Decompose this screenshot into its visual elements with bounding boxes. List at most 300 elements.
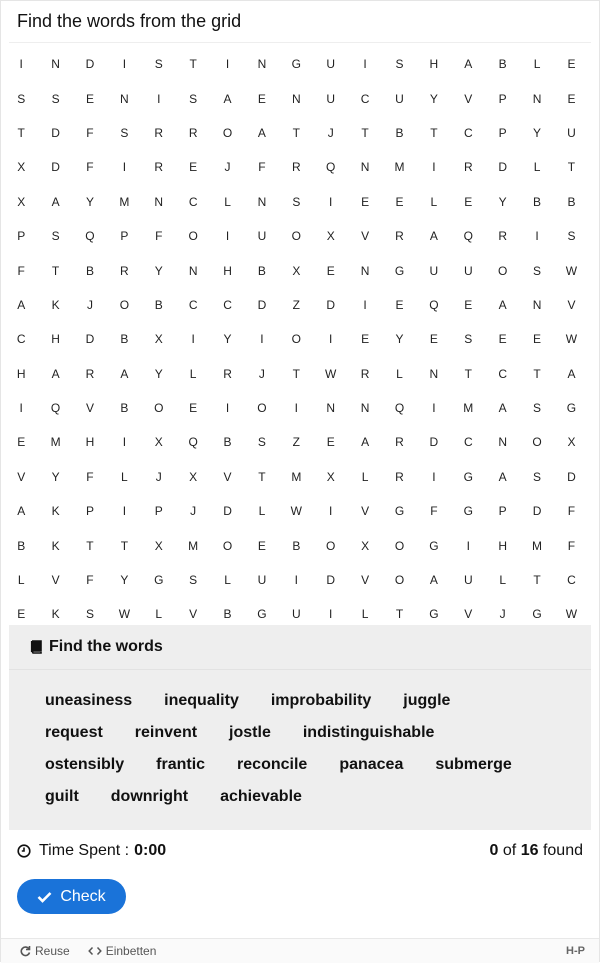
grid-cell[interactable]: E [326,263,335,278]
grid-cell[interactable]: S [17,91,26,106]
grid-cell[interactable]: O [394,538,405,553]
grid-cell[interactable]: L [533,160,541,175]
grid-cell[interactable]: S [567,229,576,244]
grid-cell[interactable]: H [51,332,60,347]
grid-cell[interactable]: N [326,401,336,416]
grid-cell[interactable]: V [464,607,473,622]
grid-cell[interactable]: A [498,401,507,416]
grid-cell[interactable]: O [497,263,508,278]
grid-cell[interactable]: Z [292,435,300,450]
grid-cell[interactable]: B [120,401,129,416]
grid-cell[interactable]: G [394,504,405,519]
grid-cell[interactable]: M [532,538,543,553]
grid-cell[interactable]: T [86,538,94,553]
grid-cell[interactable]: I [294,401,298,416]
grid-cell[interactable]: S [257,435,266,450]
grid-cell[interactable]: E [395,297,404,312]
grid-cell[interactable]: D [223,504,232,519]
grid-cell[interactable]: Y [395,332,404,347]
grid-cell[interactable]: M [119,194,130,209]
grid-cell[interactable]: R [498,229,507,244]
grid-cell[interactable]: S [189,91,198,106]
grid-cell[interactable]: O [222,125,233,140]
grid-cell[interactable]: G [463,469,473,484]
grid-cell[interactable]: X [17,194,26,209]
grid-cell[interactable]: B [257,263,266,278]
word-item: uneasiness [45,692,133,709]
grid-cell[interactable]: T [533,366,541,381]
grid-cell[interactable]: L [361,607,369,622]
grid-cell[interactable]: X [154,332,163,347]
grid-cell[interactable]: R [154,125,164,140]
grid-cell[interactable]: H [16,366,26,381]
grid-cell[interactable]: G [532,607,542,622]
grid-cell[interactable]: V [361,573,370,588]
grid-cell[interactable]: T [292,366,300,381]
grid-cell[interactable]: Q [326,160,336,175]
grid-cell[interactable]: Y [429,91,438,106]
grid-cell[interactable]: S [189,573,198,588]
grid-cell[interactable]: I [535,229,539,244]
grid-cell[interactable]: X [189,469,198,484]
grid-cell[interactable]: S [51,229,60,244]
grid-cell[interactable]: N [291,91,301,106]
grid-cell[interactable]: C [463,435,473,450]
grid-cell[interactable]: O [326,538,336,553]
grid-cell[interactable]: D [567,469,576,484]
grid-cell[interactable]: E [429,332,438,347]
grid-cell[interactable]: U [326,91,336,106]
grid-cell[interactable]: C [16,332,26,347]
grid-cell[interactable]: E [533,332,542,347]
grid-cell[interactable]: E [189,160,198,175]
grid-cell[interactable]: W [118,607,131,622]
grid-cell[interactable]: R [154,160,164,175]
grid-cell[interactable]: R [463,160,473,175]
book-icon [29,640,43,654]
grid-cell[interactable]: W [325,366,337,381]
grid-cell[interactable]: A [257,125,266,140]
grid-cell[interactable]: E [395,194,404,209]
grid-cell[interactable]: S [533,263,542,278]
grid-cell[interactable]: D [85,57,95,72]
grid-cell[interactable]: F [86,125,94,140]
grid-cell[interactable]: H [85,435,95,450]
grid-cell[interactable]: T [533,573,541,588]
grid-cell[interactable]: I [19,57,23,72]
grid-cell[interactable]: G [394,263,405,278]
grid-cell[interactable]: R [120,263,129,278]
grid-cell[interactable]: J [327,125,334,140]
grid-cell[interactable]: F [155,229,163,244]
grid-cell[interactable]: O [188,229,198,244]
grid-cell[interactable]: V [361,504,370,519]
grid-cell[interactable]: N [257,194,267,209]
grid-cell[interactable]: S [292,194,301,209]
grid-cell[interactable]: A [120,366,129,381]
reuse-link[interactable] [19,944,70,958]
grid-cell[interactable]: P [120,229,129,244]
grid-cell[interactable]: J [190,504,197,519]
grid-cell[interactable]: X [326,229,335,244]
grid-cell[interactable]: O [154,401,164,416]
grid-cell[interactable]: V [85,401,94,416]
grid-cell[interactable]: I [191,332,195,347]
grid-cell[interactable]: U [395,91,404,106]
grid-cell[interactable]: O [532,435,542,450]
grid-cell[interactable]: O [394,573,405,588]
grid-cell[interactable]: Y [51,469,60,484]
grid-cell[interactable]: V [189,607,198,622]
grid-cell[interactable]: E [361,332,370,347]
grid-cell[interactable]: N [360,160,370,175]
letter-grid[interactable] [4,47,590,632]
grid-cell[interactable]: T [567,160,576,175]
grid-cell[interactable]: G [291,57,301,72]
grid-cell[interactable]: P [498,125,507,140]
grid-cell[interactable]: B [498,57,507,72]
grid-cell[interactable]: K [51,297,60,312]
grid-cell[interactable]: G [566,401,577,416]
grid-cell[interactable]: E [17,607,26,622]
grid-cell[interactable]: R [85,366,95,381]
grid-cell[interactable]: X [154,538,163,553]
grid-cell[interactable]: M [291,469,302,484]
grid-cell[interactable]: N [120,91,129,106]
grid-cell[interactable]: A [429,229,438,244]
grid-cell[interactable]: A [223,91,232,106]
grid-cell[interactable]: T [51,263,60,278]
grid-cell[interactable]: I [432,401,436,416]
grid-cell[interactable]: D [257,297,267,312]
grid-cell[interactable]: F [567,538,576,553]
grid-cell[interactable]: H [498,538,507,553]
grid-cell[interactable]: N [188,263,198,278]
word-item: achievable [220,788,302,805]
grid-cell[interactable]: B [154,297,163,312]
grid-cell[interactable]: Y [120,573,129,588]
grid-cell[interactable]: I [329,194,333,209]
grid-cell[interactable]: L [430,194,438,209]
grid-cell[interactable]: E [17,435,26,450]
grid-cell[interactable]: X [292,263,301,278]
grid-cell[interactable]: J [86,297,93,312]
grid-cell[interactable]: T [258,469,266,484]
grid-cell[interactable]: I [329,504,333,519]
grid-cell[interactable]: N [360,401,370,416]
grid-cell[interactable]: C [360,91,370,106]
grid-cell[interactable]: S [533,401,542,416]
grid-cell[interactable]: E [85,91,94,106]
grid-cell[interactable]: I [19,401,23,416]
grid-cell[interactable]: W [565,607,578,622]
grid-cell[interactable]: J [499,607,506,622]
grid-cell[interactable]: N [51,57,60,72]
grid-cell[interactable]: N [429,366,439,381]
grid-cell[interactable]: S [464,332,473,347]
grid-cell[interactable]: L [121,469,128,484]
grid-cell[interactable]: A [498,469,507,484]
grid-cell[interactable]: Q [50,401,61,416]
check-button[interactable] [17,879,126,914]
grid-cell[interactable]: P [154,504,163,519]
grid-cell[interactable]: D [326,297,336,312]
grid-cell[interactable]: I [260,332,264,347]
grid-cell[interactable]: L [396,366,403,381]
grid-cell[interactable]: O [257,401,267,416]
grid-cell[interactable]: Q [188,435,198,450]
grid-cell[interactable]: Y [154,263,163,278]
grid-cell[interactable]: E [257,91,266,106]
grid-cell[interactable]: A [464,57,473,72]
grid-cell[interactable]: I [363,57,367,72]
grid-cell[interactable]: W [565,332,578,347]
grid-cell[interactable]: I [225,57,230,72]
grid-cell[interactable]: N [532,91,542,106]
grid-cell[interactable]: I [122,57,127,72]
grid-cell[interactable]: O [291,332,301,347]
grid-cell[interactable]: V [361,229,370,244]
grid-cell[interactable]: E [464,194,473,209]
grid-cell[interactable]: R [188,125,198,140]
grid-cell[interactable]: F [430,504,438,519]
grid-cell[interactable]: B [533,194,542,209]
grid-cell[interactable]: S [533,469,542,484]
embed-link[interactable] [88,944,157,958]
grid-cell[interactable]: V [464,91,473,106]
grid-cell[interactable]: J [224,160,231,175]
grid-cell[interactable]: D [51,125,60,140]
grid-cell[interactable]: Q [85,229,95,244]
grid-cell[interactable]: I [432,160,436,175]
grid-cell[interactable]: K [51,504,60,519]
grid-cell[interactable]: B [85,263,94,278]
grid-cell[interactable]: R [395,469,404,484]
grid-cell[interactable]: R [291,160,301,175]
grid-cell[interactable]: R [360,366,370,381]
grid-cell[interactable]: R [223,366,232,381]
grid-cell[interactable]: X [154,435,163,450]
grid-cell[interactable]: E [464,297,473,312]
grid-cell[interactable]: M [188,538,199,553]
grid-cell[interactable]: I [329,607,333,622]
grid-cell[interactable]: X [17,160,26,175]
grid-cell[interactable]: D [51,160,60,175]
grid-cell[interactable]: M [463,401,474,416]
grid-cell[interactable]: S [395,57,404,72]
grid-cell[interactable]: W [290,504,302,519]
grid-cell[interactable]: K [51,607,60,622]
grid-cell[interactable]: N [257,57,267,72]
grid-cell[interactable]: N [532,297,542,312]
grid-cell[interactable]: Y [85,194,94,209]
grid-cell[interactable]: Q [463,229,473,244]
grid-cell[interactable]: T [17,125,25,140]
grid-cell[interactable]: N [360,263,370,278]
grid-cell[interactable]: P [498,91,507,106]
grid-cell[interactable]: I [294,573,298,588]
grid-cell[interactable]: L [189,366,197,381]
grid-cell[interactable]: X [361,538,370,553]
grid-cell[interactable]: C [188,194,198,209]
grid-cell[interactable]: T [361,125,369,140]
grid-cell[interactable]: V [17,469,26,484]
grid-cell[interactable]: F [86,160,94,175]
grid-cell[interactable]: Q [394,401,405,416]
grid-cell[interactable]: P [17,229,26,244]
grid-cell[interactable]: X [326,469,335,484]
grid-cell[interactable]: C [498,366,507,381]
grid-cell[interactable]: Y [533,125,542,140]
grid-cell[interactable]: S [51,91,60,106]
grid-cell[interactable]: Y [223,332,232,347]
grid-cell[interactable]: U [463,573,473,588]
grid-cell[interactable]: A [361,435,370,450]
grid-cell[interactable]: L [533,57,541,72]
grid-cell[interactable]: M [50,435,61,450]
grid-cell[interactable]: S [85,607,94,622]
grid-cell[interactable]: A [17,504,26,519]
grid-cell[interactable]: O [291,229,301,244]
grid-cell[interactable]: W [565,263,578,278]
grid-cell[interactable]: G [429,607,439,622]
found-total: 16 [520,842,539,859]
grid-cell[interactable]: V [51,573,60,588]
grid-cell[interactable]: F [86,573,94,588]
grid-cell[interactable]: D [498,160,507,175]
grid-cell[interactable]: Y [154,366,163,381]
grid-cell[interactable]: H [429,57,439,72]
grid-cell[interactable]: I [363,297,367,312]
grid-cell[interactable]: G [463,504,473,519]
grid-cell[interactable]: J [155,469,162,484]
grid-cell[interactable]: D [532,504,542,519]
grid-cell[interactable]: B [223,435,232,450]
grid-cell[interactable]: E [326,435,335,450]
words-panel [9,625,591,830]
grid-cell[interactable]: T [430,125,438,140]
grid-cell[interactable]: M [394,160,405,175]
grid-cell[interactable]: R [395,229,404,244]
grid-cell[interactable]: L [17,573,25,588]
grid-cell[interactable]: E [189,401,198,416]
grid-cell[interactable]: G [257,607,267,622]
grid-cell[interactable]: I [225,229,230,244]
grid-cell[interactable]: V [567,297,576,312]
grid-cell[interactable]: Q [429,297,439,312]
grid-cell[interactable]: E [498,332,507,347]
grid-cell[interactable]: I [432,469,436,484]
grid-cell[interactable]: D [326,573,336,588]
grid-cell[interactable]: N [498,435,507,450]
grid-cell[interactable]: J [258,366,265,381]
grid-cell[interactable]: O [222,538,233,553]
title-divider [9,42,591,43]
grid-cell[interactable]: C [188,297,198,312]
grid-cell[interactable]: P [498,504,507,519]
grid-cell[interactable]: U [567,125,576,140]
grid-cell[interactable]: C [223,297,232,312]
grid-cell[interactable]: A [498,297,507,312]
grid-cell[interactable]: B [567,194,576,209]
grid-cell[interactable]: L [499,573,506,588]
grid-cell[interactable]: A [429,573,438,588]
grid-cell[interactable]: I [329,332,333,347]
grid-cell[interactable]: I [466,538,470,553]
grid-cell[interactable]: K [51,538,60,553]
grid-cell[interactable]: U [429,263,439,278]
grid-cell[interactable]: B [395,125,404,140]
grid-cell[interactable]: T [292,125,300,140]
grid-cell[interactable]: U [291,607,301,622]
grid-cell[interactable]: T [464,366,472,381]
grid-cell[interactable]: T [395,607,404,622]
grid-cell[interactable]: X [567,435,576,450]
grid-cell[interactable]: F [258,160,266,175]
grid-cell[interactable]: G [154,573,164,588]
embed-label: Einbetten [105,944,157,958]
grid-cell[interactable]: E [567,91,576,106]
grid-cell[interactable]: A [51,366,60,381]
grid-cell[interactable]: L [361,469,369,484]
grid-cell[interactable]: I [225,401,230,416]
grid-cell[interactable]: R [395,435,404,450]
grid-cell[interactable]: A [51,194,60,209]
grid-cell[interactable]: U [257,573,267,588]
grid-cell[interactable]: C [567,573,576,588]
grid-cell[interactable]: V [223,469,232,484]
grid-cell[interactable]: Z [292,297,300,312]
grid-cell[interactable]: P [85,504,94,519]
grid-cell[interactable]: Y [498,194,507,209]
grid-cell[interactable]: L [258,504,266,519]
grid-cell[interactable]: I [122,435,127,450]
grid-cell[interactable]: H [223,263,232,278]
grid-cell[interactable]: U [257,229,267,244]
grid-cell[interactable]: D [429,435,439,450]
grid-cell[interactable]: A [567,366,576,381]
grid-cell[interactable]: G [429,538,439,553]
grid-cell[interactable]: T [120,538,129,553]
grid-cell[interactable]: F [567,504,576,519]
grid-cell[interactable]: L [155,607,163,622]
grid-cell[interactable]: F [86,469,94,484]
grid-cell[interactable]: I [157,91,161,106]
grid-cell[interactable]: E [361,194,370,209]
grid-cell[interactable]: S [120,125,129,140]
grid-cell[interactable]: L [224,194,231,209]
grid-cell[interactable]: L [224,573,231,588]
grid-cell[interactable]: E [567,57,576,72]
grid-cell[interactable]: E [257,538,266,553]
grid-cell[interactable]: B [120,332,129,347]
grid-cell[interactable]: S [154,57,163,72]
grid-cell[interactable]: F [17,263,25,278]
grid-cell[interactable]: T [189,57,197,72]
grid-cell[interactable]: C [463,125,473,140]
grid-cell[interactable]: N [154,194,164,209]
grid-cell[interactable]: B [292,538,301,553]
grid-cell[interactable]: U [326,57,336,72]
grid-cell[interactable]: A [17,297,26,312]
grid-cell[interactable]: I [122,160,127,175]
grid-cell[interactable]: B [17,538,26,553]
grid-cell[interactable]: D [85,332,95,347]
grid-cell[interactable]: I [122,504,127,519]
grid-cell[interactable]: O [119,297,130,312]
grid-cell[interactable]: B [223,607,232,622]
grid-cell[interactable]: U [463,263,473,278]
